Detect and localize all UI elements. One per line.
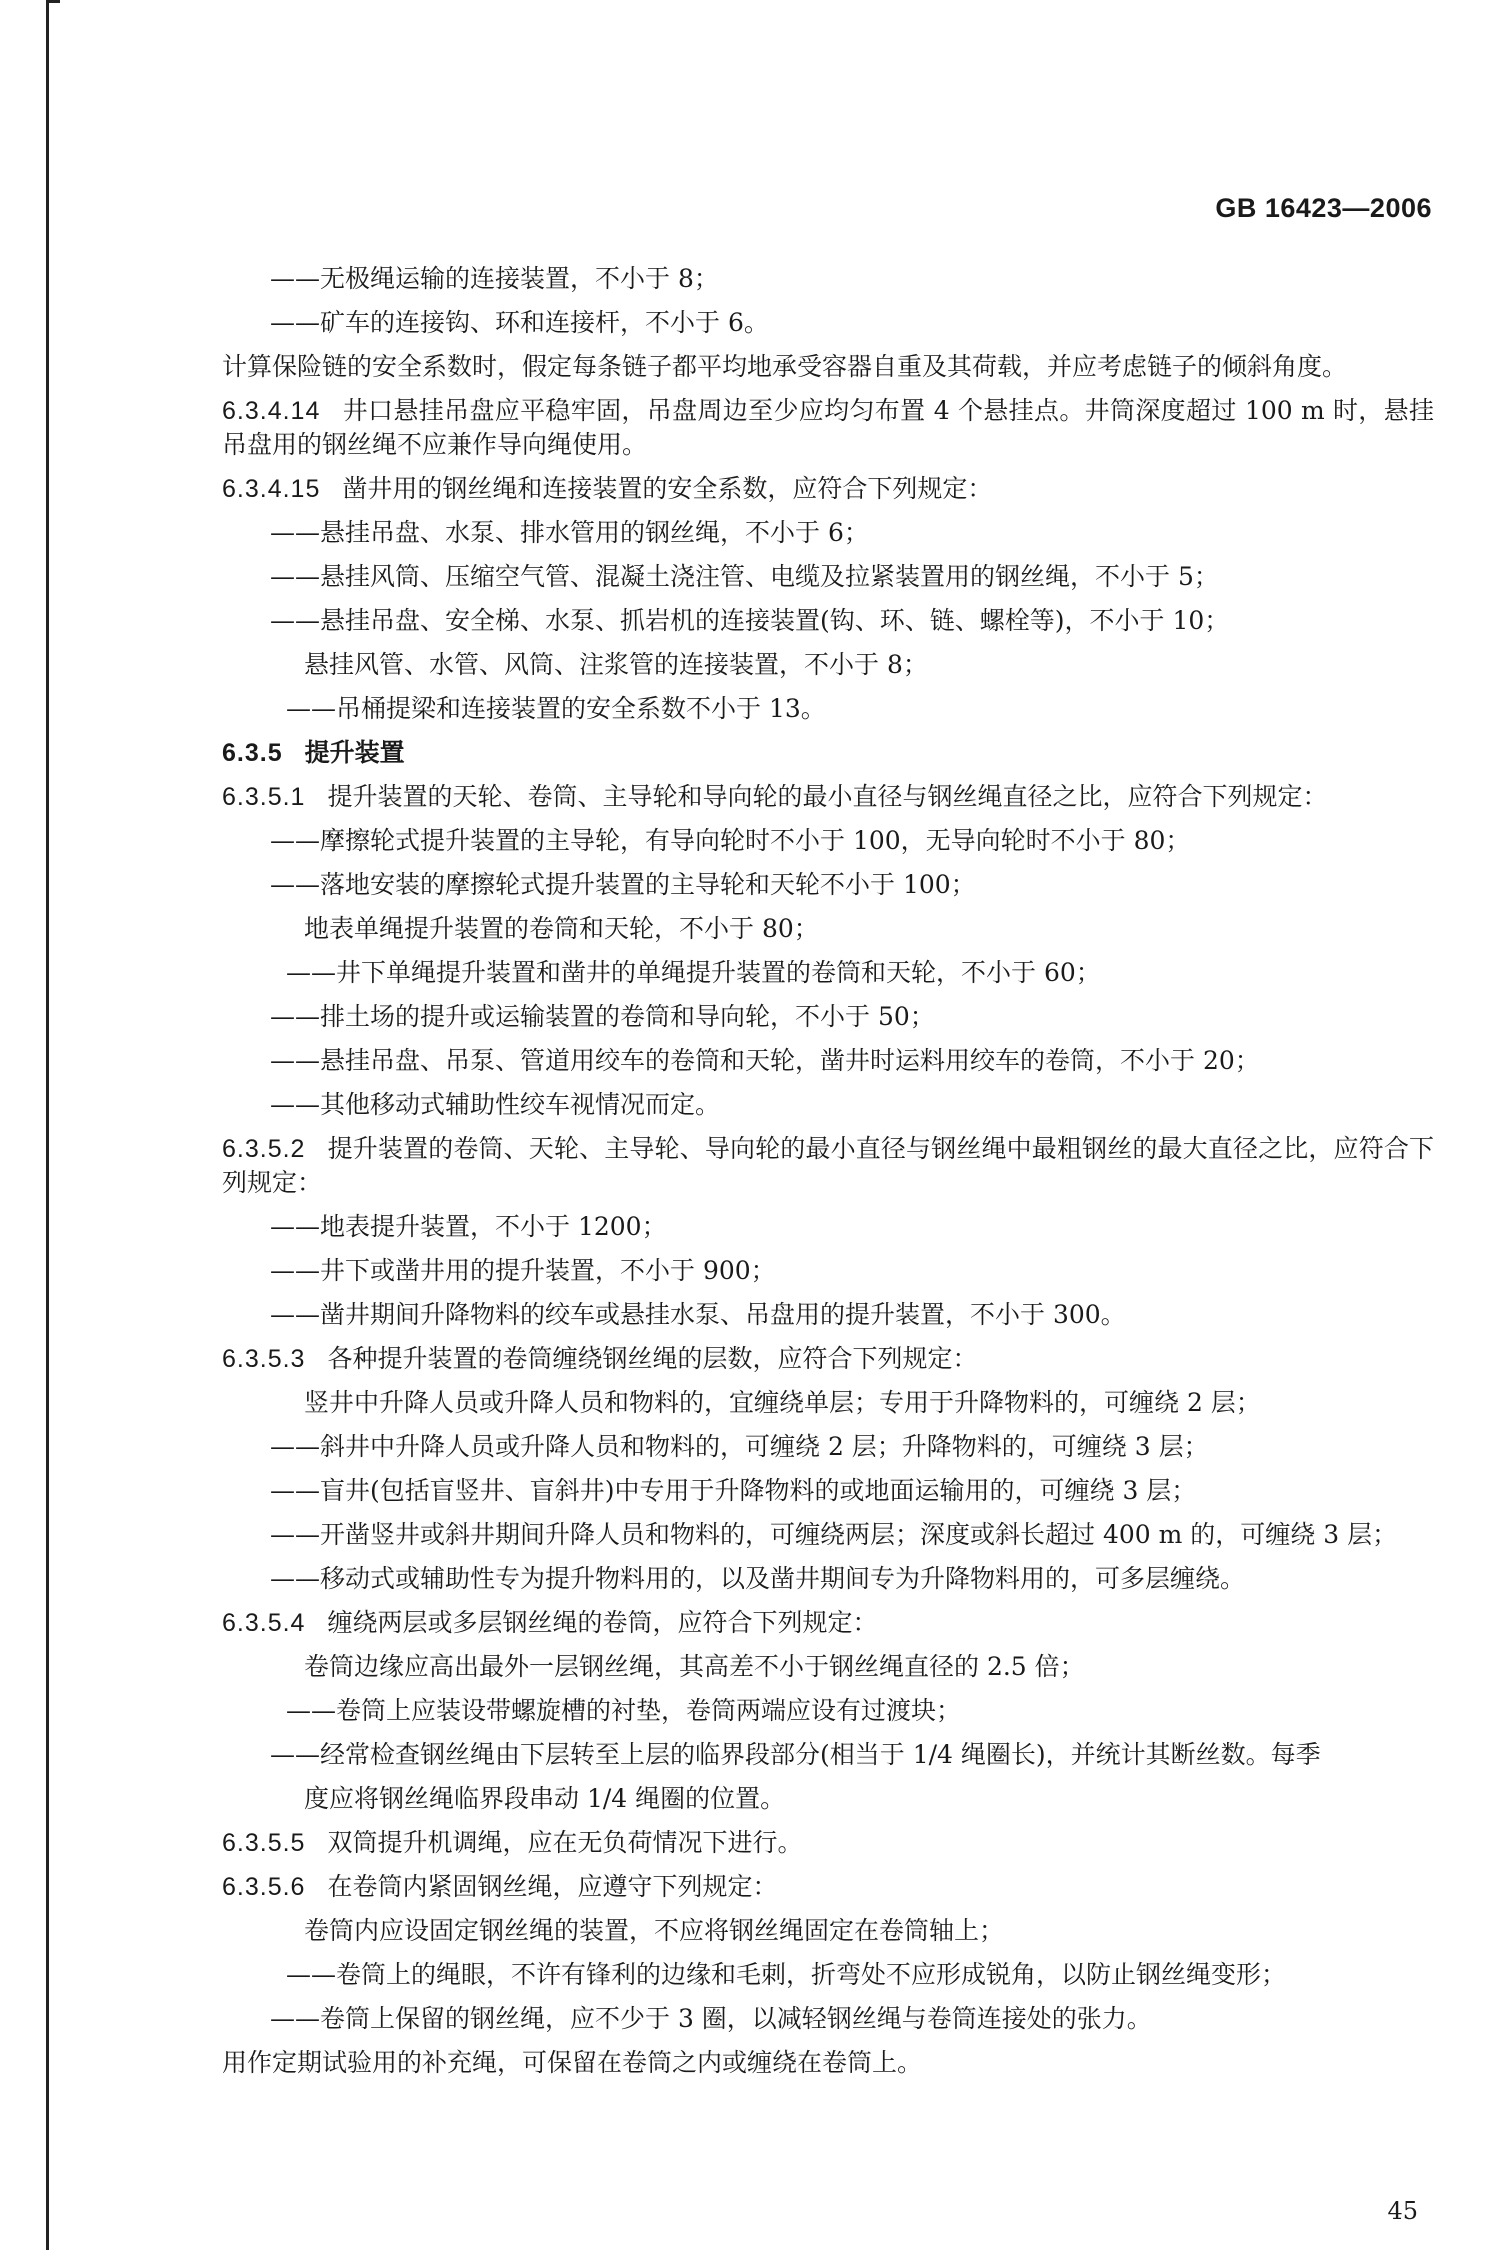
line-text: ——移动式或辅助性专为提升物料用的，以及凿井期间专为升降物料用的，可多层缠绕。	[270, 1564, 1246, 1593]
line-text: 卷筒边缘应高出最外一层钢丝绳，其高差不小于钢丝绳直径的 2.5 倍；	[304, 1652, 1085, 1681]
line-text: ——吊桶提梁和连接装置的安全系数不小于 13。	[286, 694, 826, 723]
text-line	[222, 1088, 1434, 1122]
line-text: ——井下或凿井用的提升装置，不小于 900；	[270, 1256, 776, 1285]
text-line	[222, 560, 1434, 594]
line-text: 凿井用的钢丝绳和连接装置的安全系数，应符合下列规定：	[342, 474, 993, 503]
line-text: 各种提升装置的卷筒缠绕钢丝绳的层数，应符合下列规定：	[327, 1344, 978, 1373]
line-text: 计算保险链的安全系数时，假定每条链子都平均地承受容器自重及其荷载，并应考虑链子的倾斜角度。	[222, 352, 1348, 381]
text-line	[222, 1650, 1434, 1684]
text-line	[222, 306, 1434, 340]
line-text: 井口悬挂吊盘应平稳牢固，吊盘周边至少应均匀布置 4 个悬挂点。井筒深度超过 100 m 时，悬挂吊盘用的钢丝绳不应兼作导向绳使用。	[222, 396, 1434, 459]
line-text: ——悬挂吊盘、水泵、排水管用的钢丝绳，不小于 6；	[270, 518, 869, 547]
text-line	[222, 868, 1434, 902]
clause-number: 6.3.5	[222, 739, 283, 767]
line-text: ——凿井期间升降物料的绞车或悬挂水泵、吊盘用的提升装置，不小于 300。	[270, 1300, 1126, 1329]
text-line	[222, 262, 1434, 296]
text-line	[222, 516, 1434, 550]
text-line	[222, 1298, 1434, 1332]
line-text: ——地表提升装置，不小于 1200；	[270, 1212, 667, 1241]
clause-line	[222, 394, 1434, 462]
clause-number: 6.3.4.14	[222, 397, 321, 425]
clause-number: 6.3.5.4	[222, 1609, 306, 1637]
line-text: 用作定期试验用的补充绳，可保留在卷筒之内或缠绕在卷筒上。	[222, 2048, 923, 2077]
text-line	[222, 2046, 1434, 2080]
text-line	[222, 1782, 1434, 1816]
line-text: 度应将钢丝绳临界段串动 1/4 绳圈的位置。	[304, 1784, 786, 1813]
text-line	[222, 956, 1434, 990]
text-line	[222, 1000, 1434, 1034]
text-line	[222, 692, 1434, 726]
clause-number: 6.3.4.15	[222, 475, 321, 503]
text-line	[222, 1738, 1434, 1772]
line-text: 悬挂风管、水管、风筒、注浆管的连接装置，不小于 8；	[304, 650, 928, 679]
text-line	[222, 1430, 1434, 1464]
line-text: ——落地安装的摩擦轮式提升装置的主导轮和天轮不小于 100；	[270, 870, 976, 899]
line-text: ——盲井(包括盲竖井、盲斜井)中专用于升降物料的或地面运输用的，可缠绕 3 层；	[270, 1476, 1197, 1505]
line-text: 提升装置	[304, 738, 405, 767]
line-text: ——矿车的连接钩、环和连接杆，不小于 6。	[270, 308, 769, 337]
text-line	[222, 1474, 1434, 1508]
line-text: ——其他移动式辅助性绞车视情况而定。	[270, 1090, 721, 1119]
text-line	[222, 1210, 1434, 1244]
line-text: ——井下单绳提升装置和凿井的单绳提升装置的卷筒和天轮，不小于 60；	[286, 958, 1101, 987]
text-line	[222, 912, 1434, 946]
line-text: 提升装置的天轮、卷筒、主导轮和导向轮的最小直径与钢丝绳直径之比，应符合下列规定：	[327, 782, 1328, 811]
text-line	[222, 648, 1434, 682]
line-text: 缠绕两层或多层钢丝绳的卷筒，应符合下列规定：	[327, 1608, 878, 1637]
text-line	[222, 1518, 1434, 1552]
text-line	[222, 604, 1434, 638]
line-text: ——摩擦轮式提升装置的主导轮，有导向轮时不小于 100，无导向轮时不小于 80；	[270, 826, 1191, 855]
line-text: 竖井中升降人员或升降人员和物料的，宜缠绕单层；专用于升降物料的，可缠绕 2 层；	[304, 1388, 1261, 1417]
text-line	[222, 350, 1434, 384]
standard-code: GB 16423—2006	[1215, 193, 1432, 223]
line-text: ——排土场的提升或运输装置的卷筒和导向轮，不小于 50；	[270, 1002, 935, 1031]
text-line	[222, 1562, 1434, 1596]
line-text: ——无极绳运输的连接装置，不小于 8；	[270, 264, 719, 293]
clause-number: 6.3.5.6	[222, 1873, 306, 1901]
text-line	[222, 1254, 1434, 1288]
clause-line	[222, 1870, 1434, 1904]
clause-number: 6.3.5.3	[222, 1345, 306, 1373]
clause-line	[222, 1826, 1434, 1860]
text-line	[222, 1914, 1434, 1948]
page-number: 45	[1387, 2197, 1418, 2225]
clause-line	[222, 1606, 1434, 1640]
line-text: ——卷筒上应装设带螺旋槽的衬垫，卷筒两端应设有过渡块；	[286, 1696, 962, 1725]
clause-number: 6.3.5.2	[222, 1135, 306, 1163]
line-text: ——卷筒上的绳眼，不许有锋利的边缘和毛刺，折弯处不应形成锐角，以防止钢丝绳变形；	[286, 1960, 1287, 1989]
line-text: 在卷筒内紧固钢丝绳，应遵守下列规定：	[327, 1872, 778, 1901]
clause-line	[222, 472, 1434, 506]
text-line	[222, 1694, 1434, 1728]
text-line	[222, 1044, 1434, 1078]
clause-number: 6.3.5.1	[222, 783, 306, 811]
line-text: ——悬挂吊盘、吊泵、管道用绞车的卷筒和天轮，凿井时运料用绞车的卷筒，不小于 20；	[270, 1046, 1260, 1075]
line-text: ——卷筒上保留的钢丝绳，应不少于 3 圈，以减轻钢丝绳与卷筒连接处的张力。	[270, 2004, 1152, 2033]
line-text: ——经常检查钢丝绳由下层转至上层的临界段部分(相当于 1/4 绳圈长)，并统计其断丝数。每季	[270, 1740, 1321, 1769]
binding-line-top	[46, 0, 60, 3]
text-line	[222, 2002, 1434, 2036]
clause-line	[222, 736, 1434, 770]
binding-line	[46, 0, 49, 2250]
clause-line	[222, 1342, 1434, 1376]
line-text: 双筒提升机调绳，应在无负荷情况下进行。	[327, 1828, 803, 1857]
clause-line	[222, 1132, 1434, 1200]
line-text: ——悬挂吊盘、安全梯、水泵、抓岩机的连接装置(钩、环、链、螺栓等)，不小于 10；	[270, 606, 1230, 635]
line-text: ——悬挂风筒、压缩空气管、混凝土浇注管、电缆及拉紧装置用的钢丝绳，不小于 5；	[270, 562, 1219, 591]
clause-number: 6.3.5.5	[222, 1829, 306, 1857]
clause-line	[222, 780, 1434, 814]
line-text: 提升装置的卷筒、天轮、主导轮、导向轮的最小直径与钢丝绳中最粗钢丝的最大直径之比，应符合下列规定：	[222, 1134, 1434, 1197]
line-text: ——斜井中升降人员或升降人员和物料的，可缠绕 2 层；升降物料的，可缠绕 3 层；	[270, 1432, 1209, 1461]
document-body	[222, 262, 1434, 2090]
line-text: ——开凿竖井或斜井期间升降人员和物料的，可缠绕两层；深度或斜长超过 400 m 的，可缠绕 3 层；	[270, 1520, 1398, 1549]
line-text: 地表单绳提升装置的卷筒和天轮，不小于 80；	[304, 914, 819, 943]
line-text: 卷筒内应设固定钢丝绳的装置，不应将钢丝绳固定在卷筒轴上；	[304, 1916, 1005, 1945]
text-line	[222, 824, 1434, 858]
text-line	[222, 1958, 1434, 1992]
text-line	[222, 1386, 1434, 1420]
